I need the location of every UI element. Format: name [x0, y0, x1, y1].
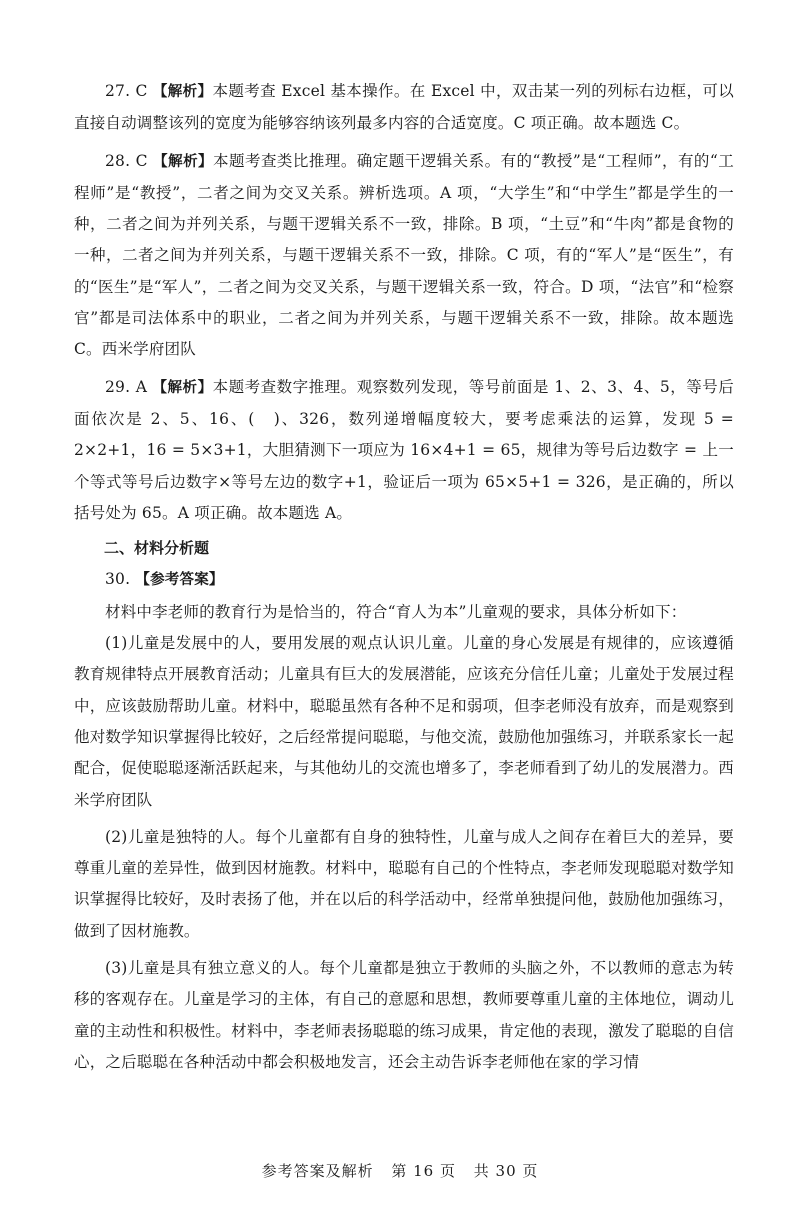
- question-number: 30.: [105, 570, 136, 589]
- explanation-text: 本题考查数字推理。观察数列发现，等号前面是 1、2、3、4、5，等号后面依次是 2、5、16、( )、326，数列递增幅度较大，要考虑乘法的运算，发现 5 = 2×2+1，16 = 5×3+1，大胆猜测下一项应为 16×4+1 = 65，规律为等号后边数字 = 上一个等式等号后边数字×等号左边的数字+1，验证后一项为 65×5+1 = 326，是正确的，所以括号处为 65。A 项正确。故本题选 A。: [74, 377, 734, 522]
- question-number: 28. C: [105, 151, 154, 170]
- explanation-text: 本题考查 Excel 基本操作。在 Excel 中，双击某一列的列标右边框，可以直接自动调整该列的宽度为能够容纳该列最多内容的合适宽度。C 项正确。故本题选 C。: [74, 82, 734, 133]
- footer-title: 参考答案及解析: [261, 1162, 374, 1180]
- explanation-tag: 【解析】: [152, 84, 213, 100]
- question-number: 27. C: [105, 82, 153, 100]
- answer-28-explanation: [74, 146, 734, 366]
- section-heading: 二、材料分析题: [104, 539, 210, 558]
- question-number: 29. A: [105, 377, 153, 396]
- page-content: [74, 76, 734, 1078]
- reference-answer-tag: 【参考答案】: [135, 572, 224, 589]
- answer-30-point-1: (1)儿童是发展中的人，要用发展的观点认识儿童。儿童的身心发展是有规律的，应该遵循教育规律特点开展教育活动；儿童具有巨大的发展潜能，应该充分信任儿童；儿童处于发展过程中，应该鼓励帮助儿童。材料中，聪聪虽然有各种不足和弱项，但李老师没有放弃，而是观察到他对数学知识掌握得比较好，之后经常提问聪聪，与他交流，鼓励他加强练习，并联系家长一起配合，促使聪聪逐渐活跃起来，与其他幼儿的交流也增多了，李老师看到了幼儿的发展潜力。西米学府团队: [74, 634, 734, 809]
- footer-page-number: 第 16 页: [391, 1162, 456, 1180]
- explanation-tag: 【解析】: [152, 379, 213, 396]
- page-footer: [0, 1160, 800, 1181]
- answer-30-intro: 材料中李老师的教育行为是恰当的，符合“育人为本”儿童观的要求，具体分析如下：: [105, 602, 687, 621]
- footer-total-pages: 共 30 页: [473, 1162, 539, 1180]
- explanation-tag: 【解析】: [153, 153, 214, 170]
- answer-30-point-3: (3)儿童是具有独立意义的人。每个儿童都是独立于教师的头脑之外，不以教师的意志为转移的客观存在。儿童是学习的主体，有自己的意愿和思想，教师要尊重儿童的主体地位，调动儿童的主动性和积极性。材料中，李老师表扬聪聪的练习成果，肯定他的表现，激发了聪聪的自信心，之后聪聪在各种活动中都会积极地发言，还会主动告诉李老师他在家的学习情: [74, 959, 734, 1071]
- explanation-text: 本题考查类比推理。确定题干逻辑关系。有的“教授”是“工程师”，有的“工程师”是“教授”，二者之间为交叉关系。辨析选项。A 项，“大学生”和“中学生”都是学生的一种，二者之间为并列关系，与题干逻辑关系不一致，排除。B 项，“土豆”和“牛肉”都是食物的一种，二者之间为并列关系，与题干逻辑关系不一致，排除。C 项，有的“军人”是“医生”，有的“医生”是“军人”，二者之间为交叉关系，与题干逻辑关系一致，符合。D 项，“法官”和“检察官”都是司法体系中的职业，二者之间为并列关系，与题干逻辑关系不一致，排除。故本题选 C。西米学府团队: [74, 151, 734, 359]
- answer-29-explanation: [74, 372, 734, 529]
- answer-30-header: [74, 564, 734, 596]
- answer-27-explanation: [74, 76, 734, 140]
- answer-30-point-2: (2)儿童是独特的人。每个儿童都有自身的独特性，儿童与成人之间存在着巨大的差异，要尊重儿童的差异性，做到因材施教。材料中，聪聪有自己的个性特点，李老师发现聪聪对数学知识掌握得比较好，及时表扬了他，并在以后的科学活动中，经常单独提问他，鼓励他加强练习，做到了因材施教。: [74, 827, 734, 940]
